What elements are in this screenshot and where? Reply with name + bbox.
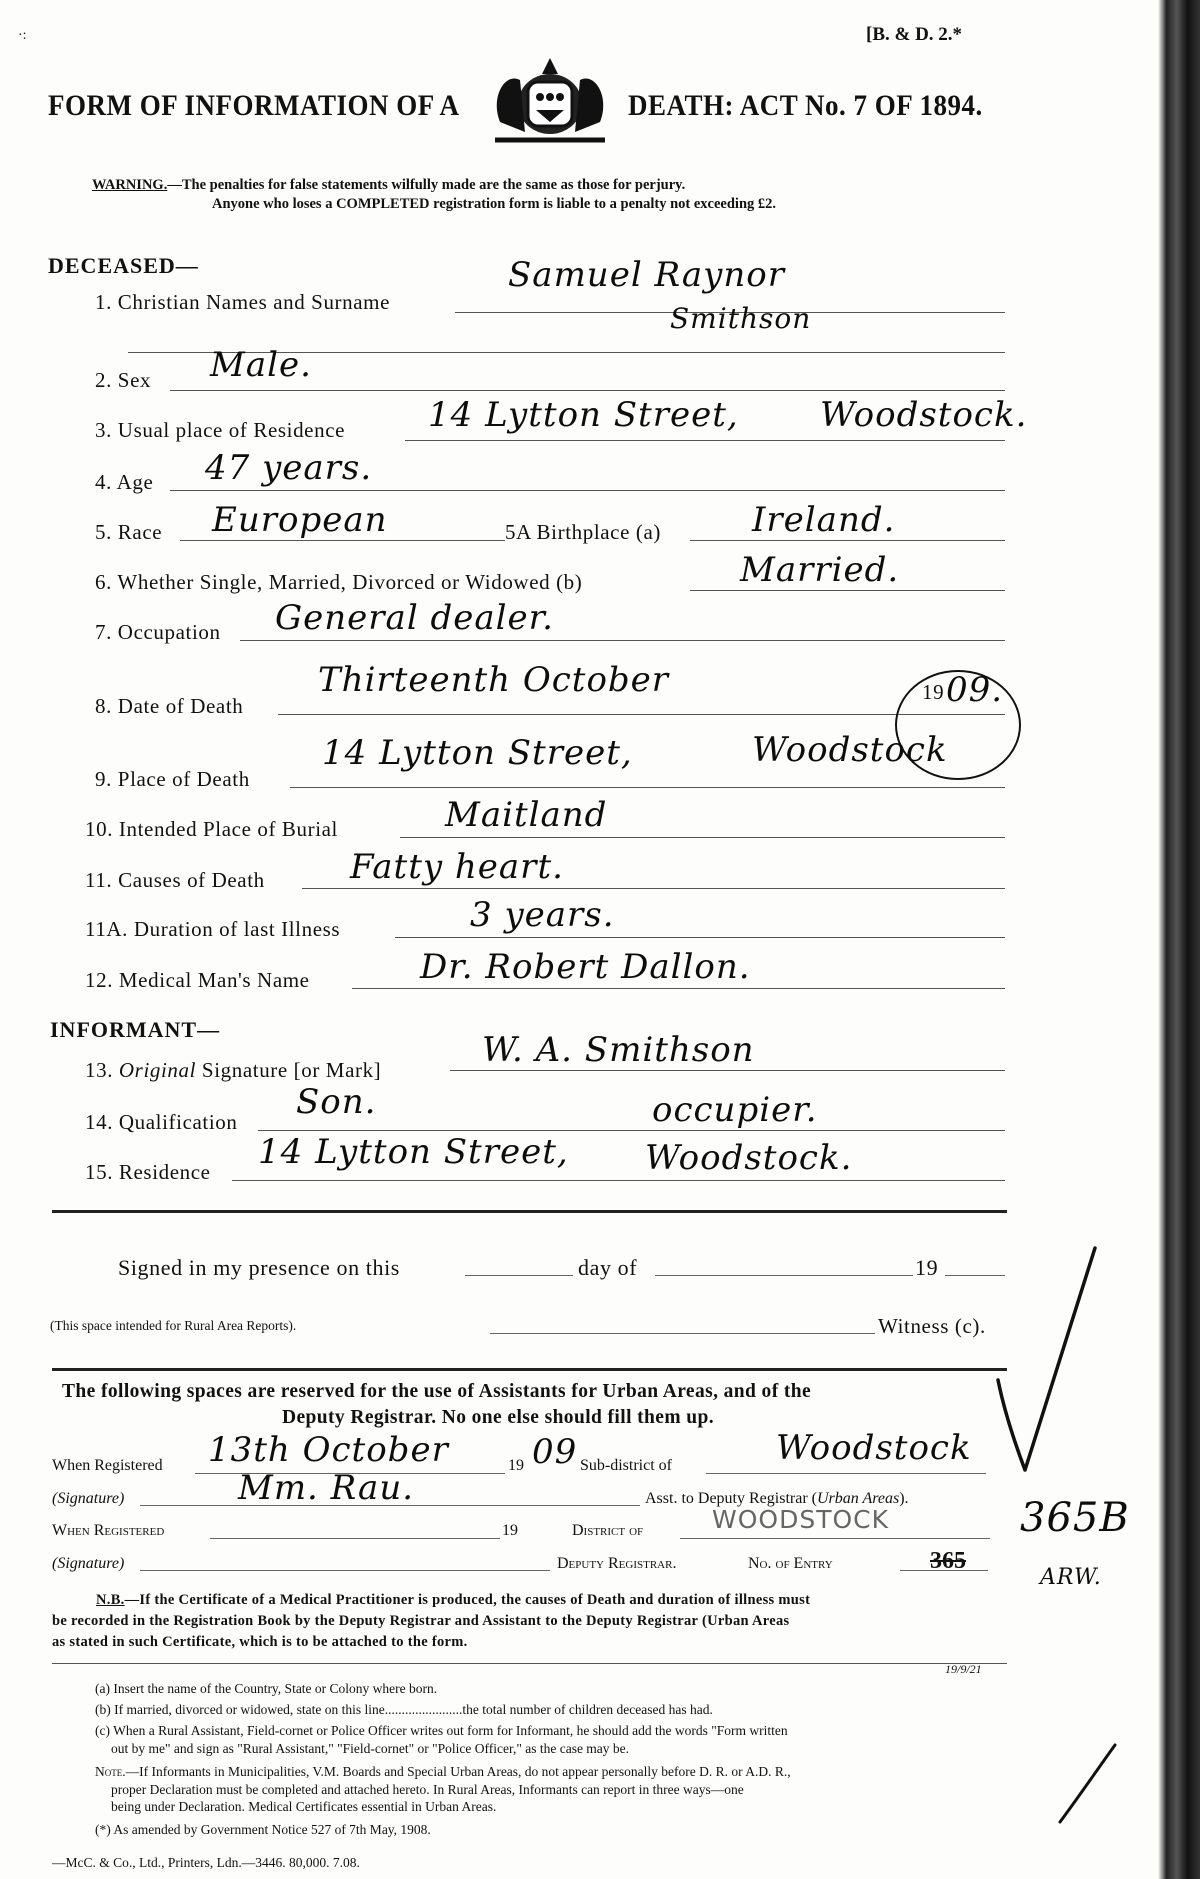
check-mark-large	[990, 1240, 1105, 1500]
signature-value-1: Mm. Rau.	[238, 1468, 415, 1508]
signature-label-2	[52, 1555, 124, 1573]
entry-initials: ARW.	[1040, 1565, 1102, 1590]
form-title-right: DEATH: ACT No. 7 OF 1894.	[628, 88, 983, 122]
reserved-notice-1: The following spaces are reserved for the use of Assistants for Urban Areas, and of the	[62, 1381, 812, 1402]
field-8-value: Thirteenth October	[318, 660, 670, 700]
coat-of-arms-crest	[480, 52, 620, 152]
asst-deputy-text: Asst. to Deputy Registrar (	[645, 1490, 817, 1507]
signature-label-1	[52, 1490, 124, 1508]
warning-line-1	[92, 177, 685, 194]
field-1-value: Samuel Raynor	[508, 255, 785, 295]
field-2-label: 2. Sex	[95, 368, 152, 392]
field-8-year-prefix: 19	[922, 680, 945, 704]
reserved-notice-2: Deputy Registrar. No one else should fill them up.	[282, 1407, 715, 1428]
field-14-value-2: occupier.	[652, 1090, 818, 1130]
field-12-label: 12. Medical Man's Name	[85, 968, 310, 992]
field-3-value-town: Woodstock.	[820, 395, 1028, 435]
field-3-label: 3. Usual place of Residence	[95, 418, 346, 442]
district-stamp: WOODSTOCK	[712, 1505, 889, 1534]
informant-heading: INFORMANT—	[50, 1017, 221, 1042]
field-8-label: 8. Date of Death	[95, 694, 244, 718]
field-11a-value: 3 years.	[470, 895, 615, 935]
field-6-value: Married.	[740, 550, 900, 590]
field-13-label	[85, 1058, 381, 1083]
district-label: District of	[572, 1522, 644, 1539]
signature-label-1-text: (Signature)	[52, 1490, 125, 1507]
nb-text-1: —If the Certificate of a Medical Practitioner is produced, the causes of Death and duration of illness must	[124, 1592, 811, 1608]
footnote-note-3: being under Declaration. Medical Certificates essential in Urban Areas.	[111, 1799, 497, 1814]
footnote-c-1: (c) When a Rural Assistant, Field-cornet or Police Officer writes out form for Informant, he should add the words "Form written	[95, 1723, 788, 1738]
field-11a-label: 11A. Duration of last Illness	[85, 917, 341, 941]
sub-district-value: Woodstock	[776, 1428, 972, 1468]
field-13-number: 13.	[85, 1058, 114, 1082]
asst-deputy-close: ).	[899, 1490, 909, 1507]
footnote-note-1	[95, 1764, 791, 1780]
field-11-value: Fatty heart.	[350, 847, 564, 887]
field-15-value: 14 Lytton Street,	[258, 1132, 569, 1172]
footnote-b: (b) If married, divorced or widowed, state on this line.......................the total number of children deceased has had.	[95, 1702, 713, 1717]
field-3-value: 14 Lytton Street,	[428, 395, 739, 435]
field-9-value: 14 Lytton Street,	[322, 733, 633, 773]
field-5-value: European	[212, 500, 388, 540]
field-13-label-rest: Signature [or Mark]	[196, 1058, 382, 1082]
field-9-label: 9. Place of Death	[95, 767, 250, 791]
nb-label: N.B.	[96, 1592, 125, 1608]
field-4-value: 47 years.	[205, 448, 373, 488]
check-mark-small	[1055, 1740, 1120, 1830]
warning-label: WARNING.	[92, 177, 168, 193]
deceased-heading: DECEASED—	[48, 253, 199, 278]
year-19-text: 19	[915, 1255, 939, 1280]
footnote-note-2: proper Declaration must be completed and attached hereto. In Rural Areas, Informants can report in three ways—one	[111, 1782, 744, 1797]
field-2-value: Male.	[210, 345, 312, 385]
field-4-label: 4. Age	[95, 470, 154, 494]
signed-presence-text: Signed in my presence on this	[118, 1255, 400, 1280]
field-15-value-town: Woodstock.	[645, 1138, 853, 1178]
entry-number-value: 365B	[1020, 1495, 1130, 1541]
day-of-text: day of	[578, 1255, 638, 1280]
field-1-label: 1. Christian Names and Surname	[95, 290, 391, 314]
scan-edge	[1158, 0, 1200, 1879]
footnote-amended: (*) As amended by Government Notice 527 of 7th May, 1908.	[95, 1822, 431, 1837]
rural-area-note: (This space intended for Rural Area Reports).	[50, 1318, 297, 1333]
field-5a-label: 5A Birthplace (a)	[505, 520, 661, 544]
when-registered-label-2: When Registered	[52, 1522, 165, 1539]
asst-deputy-urban: Urban Areas	[816, 1490, 900, 1507]
entry-number-struck: 365	[930, 1548, 966, 1574]
field-9-value-town: Woodstock	[752, 730, 948, 770]
year-prefix-2: 19	[502, 1522, 518, 1539]
warning-line-2: Anyone who loses a COMPLETED registration form is liable to a penalty not exceeding £2.	[212, 196, 777, 212]
warning-text-1: —The penalties for false statements wilfully made are the same as those for perjury.	[167, 177, 686, 193]
field-15-label: 15. Residence	[85, 1160, 211, 1184]
field-5-label: 5. Race	[95, 520, 163, 544]
field-6-label: 6. Whether Single, Married, Divorced or Widowed (b)	[95, 570, 583, 594]
field-11-label: 11. Causes of Death	[85, 868, 265, 892]
year-prefix-1: 19	[508, 1457, 524, 1474]
form-code: [B. & D. 2.*	[866, 24, 963, 45]
field-13-original: Original	[118, 1058, 197, 1082]
field-13-value: W. A. Smithson	[482, 1030, 755, 1070]
field-5a-value: Ireland.	[752, 500, 896, 540]
field-10-label: 10. Intended Place of Burial	[85, 817, 338, 841]
field-10-value: Maitland	[445, 795, 608, 835]
witness-label: Witness (c).	[878, 1314, 986, 1338]
scan-mark: ·:	[18, 28, 27, 43]
note-label: Note.	[95, 1764, 126, 1779]
field-8-year-value: 09.	[946, 670, 1004, 710]
sub-district-label: Sub-district of	[580, 1457, 672, 1474]
footnote-a: (a) Insert the name of the Country, State or Colony where born.	[95, 1681, 438, 1696]
field-14-value: Son.	[296, 1082, 377, 1122]
footnote-date-mark: 19/9/21	[945, 1662, 982, 1676]
nb-line-2: be recorded in the Registration Book by the Deputy Registrar and Assistant to the Deputy Registrar (Urban Areas	[52, 1613, 790, 1629]
signature-label-2-text: (Signature)	[52, 1555, 125, 1572]
printer-imprint: —McC. & Co., Ltd., Printers, Ldn.—3446. 80,000. 7.08.	[52, 1855, 360, 1870]
field-1-value-surname: Smithson	[670, 302, 812, 335]
field-12-value: Dr. Robert Dallon.	[420, 947, 751, 987]
nb-line-1	[96, 1592, 810, 1609]
when-registered-value: 13th October	[208, 1430, 449, 1470]
field-14-label: 14. Qualification	[85, 1110, 238, 1134]
note-text-1: —If Informants in Municipalities, V.M. Boards and Special Urban Areas, do not appear personally before D. R. or A.D. R.,	[125, 1764, 791, 1779]
no-of-entry-label: No. of Entry	[748, 1555, 833, 1572]
when-registered-label: When Registered	[52, 1457, 163, 1474]
field-7-value: General dealer.	[275, 598, 554, 638]
footnote-c-2: out by me" and sign as "Rural Assistant," "Field-cornet" or "Police Officer," as the case may be.	[111, 1741, 630, 1756]
nb-line-3: as stated in such Certificate, which is to be attached to the form.	[52, 1634, 468, 1650]
form-title-left: FORM OF INFORMATION OF A	[48, 88, 460, 122]
field-7-label: 7. Occupation	[95, 620, 221, 644]
deputy-registrar-label: Deputy Registrar.	[557, 1555, 677, 1572]
year-value-1: 09	[532, 1432, 578, 1472]
